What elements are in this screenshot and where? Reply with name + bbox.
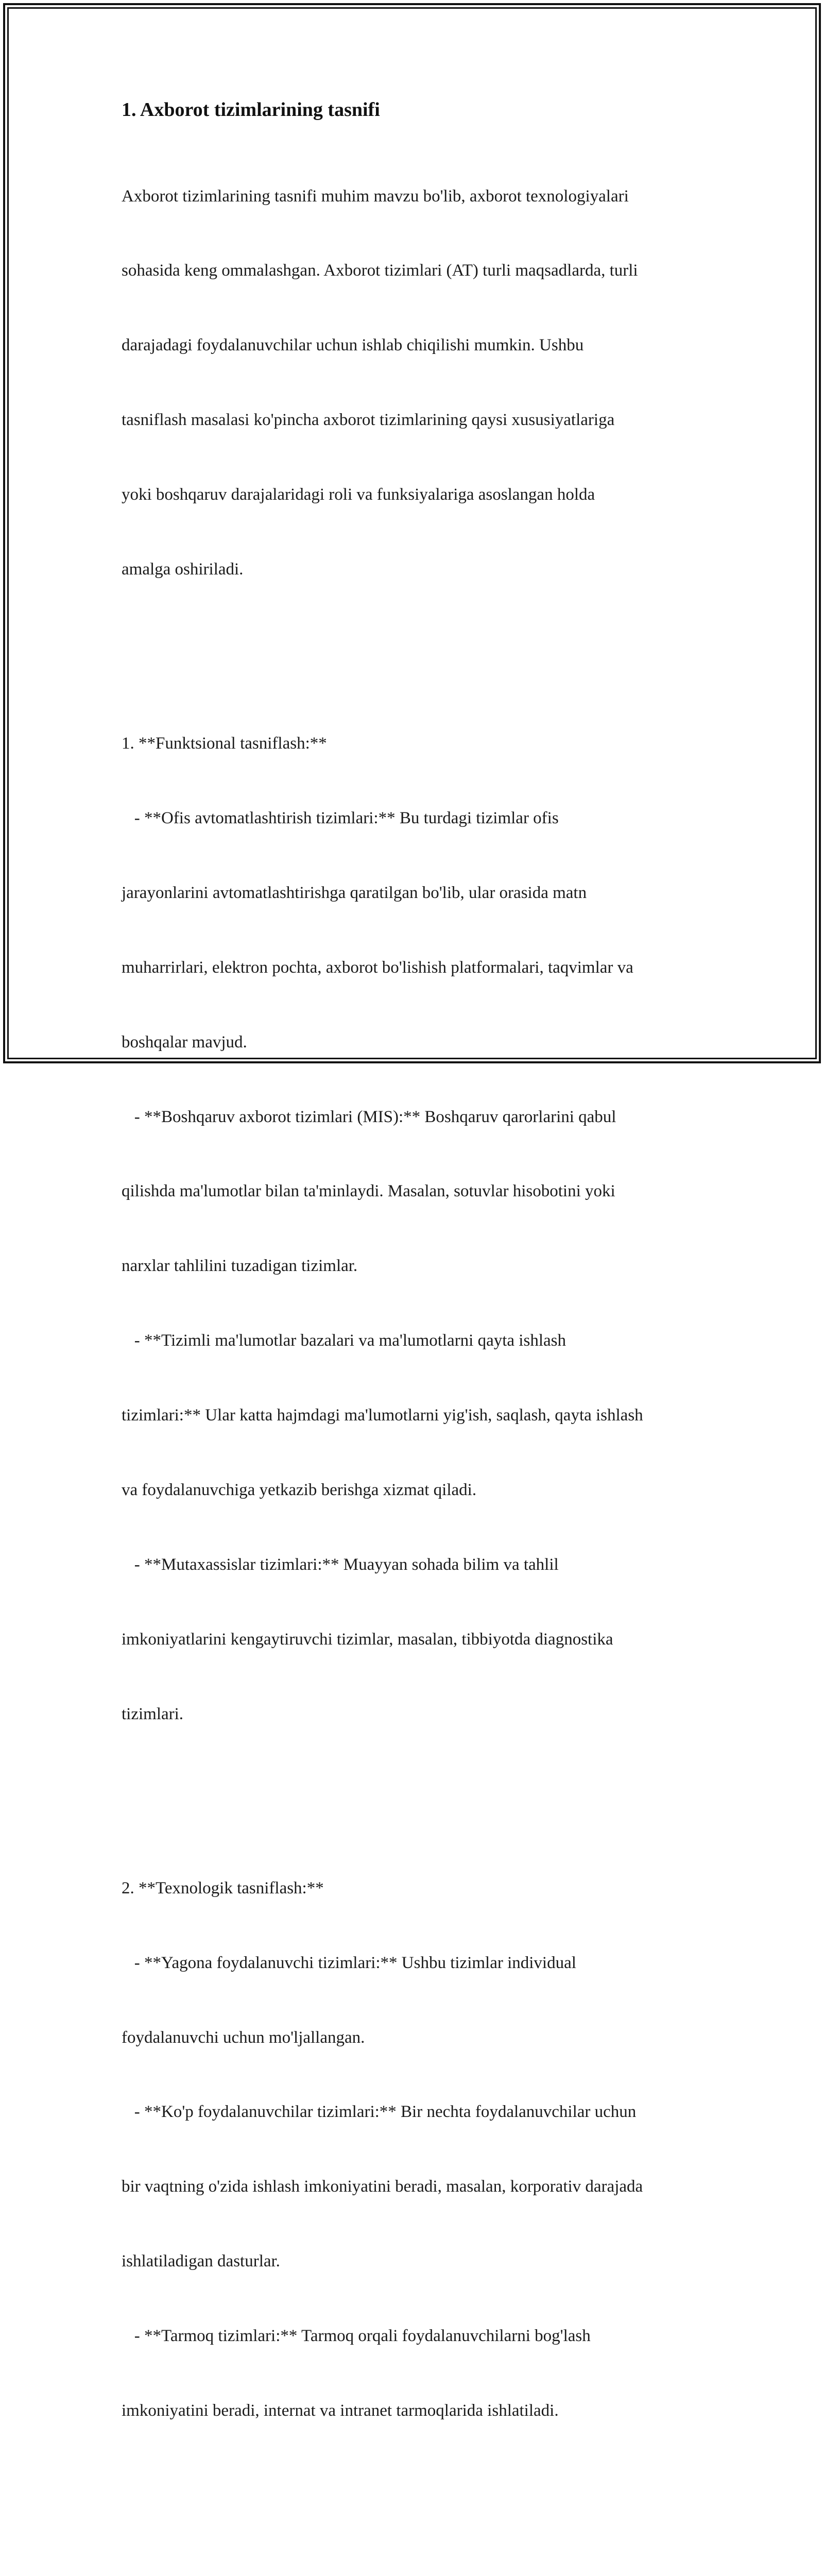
intro-line: Axborot tizimlarining tasnifi muhim mavzu bo'lib, axborot texnologiyalari (122, 187, 629, 206)
section-line: - **Tarmoq tizimlari:** Tarmoq orqali foydalanuvchilarni bog'lash (122, 2327, 591, 2346)
section-line: va foydalanuvchiga yetkazib berishga xizmat qiladi. (122, 1481, 477, 1500)
section-line: - **Ko'p foydalanuvchilar tizimlari:** Bir nechta foydalanuvchilar uchun (122, 2103, 637, 2122)
section-line: - **Tizimli ma'lumotlar bazalari va ma'lumotlarni qayta ishlash (122, 1331, 566, 1350)
document-page (122, 97, 714, 2576)
section-line: - **Boshqaruv axborot tizimlari (MIS):** Boshqaruv qarorlarini qabul (122, 1107, 616, 1126)
paragraph-gap (122, 1776, 714, 1801)
intro-line: tasniflash masalasi ko'pincha axborot tizimlarining qaysi xususiyatlariga (122, 411, 615, 430)
section-line: boshqalar mavjud. (122, 1032, 247, 1052)
section-line: imkoniyatlarini kengaytiruvchi tizimlar, masalan, tibbiyotda diagnostika (122, 1630, 613, 1649)
intro-line: yoki boshqaruv darajalaridagi roli va funksiyalariga asoslangan holda (122, 485, 595, 504)
intro-line: sohasida keng ommalashgan. Axborot tizimlari (AT) turli maqsadlarda, turli (122, 261, 638, 280)
section-line: tizimlari:** Ular katta hajmdagi ma'lumotlarni yig'ish, saqlash, qayta ishlash (122, 1406, 643, 1425)
intro-line: darajadagi foydalanuvchilar uchun ishlab chiqilishi mumkin. Ushbu (122, 336, 584, 355)
section-line: - **Mutaxassislar tizimlari:** Muayyan sohada bilim va tahlil (122, 1555, 559, 1574)
section-line: bir vaqtning o'zida ishlash imkoniyatini beradi, masalan, korporativ darajada (122, 2177, 643, 2196)
section-line: imkoniyatini beradi, internat va intranet tarmoqlarida ishlatiladi. (122, 2401, 559, 2420)
section-line: tizimlari. (122, 1704, 184, 1723)
document-body (122, 134, 714, 2576)
section-line: jarayonlarini avtomatlashtirishga qaratilgan bo'lib, ular orasida matn (122, 883, 587, 902)
section-heading: 2. **Texnologik tasniflash:** (122, 1878, 324, 1897)
section-line: qilishda ma'lumotlar bilan ta'minlaydi. Masalan, sotuvlar hisobotini yoki (122, 1182, 615, 1201)
document-title: 1. Axborot tizimlarining tasnifi (122, 99, 380, 121)
section-heading: 1. **Funktsional tasniflash:** (122, 734, 327, 753)
section-line: - **Yagona foydalanuvchi tizimlari:** Ushbu tizimlar individual (122, 1953, 576, 1972)
intro-line: amalga oshiriladi. (122, 560, 244, 579)
section-line: muharrirlari, elektron pochta, axborot bo'lishish platformalari, taqvimlar va (122, 958, 633, 977)
section-heading (122, 2572, 714, 2576)
section-line: ishlatiladigan dasturlar. (122, 2252, 280, 2271)
paragraph-gap (122, 2473, 714, 2498)
section-line: - **Ofis avtomatlashtirish tizimlari:** Bu turdagi tizimlar ofis (122, 809, 559, 828)
section-line: foydalanuvchi uchun mo'ljallangan. (122, 2028, 365, 2047)
section-line: narxlar tahlilini tuzadigan tizimlar. (122, 1257, 358, 1276)
paragraph-gap (122, 632, 714, 656)
